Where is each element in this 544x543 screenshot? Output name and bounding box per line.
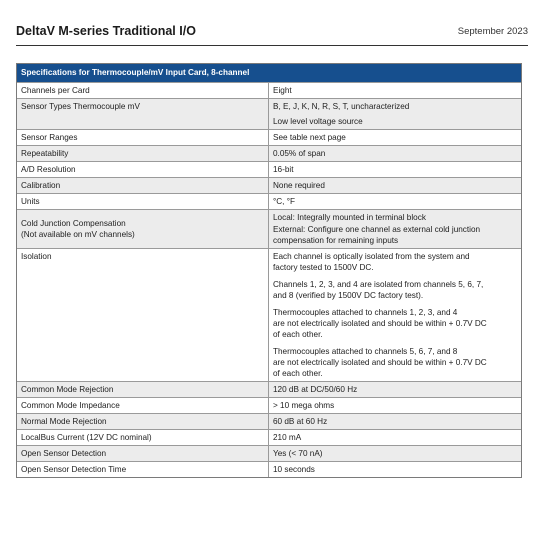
spec-value-cell [269, 398, 521, 413]
spec-value-line: of each other. [273, 369, 323, 378]
spec-value-line: Each channel is optically isolated from the system and [273, 252, 470, 261]
spec-value: See table next page [273, 133, 346, 142]
header-divider [16, 45, 528, 46]
table-row [17, 129, 521, 145]
spec-value-line: Thermocouples attached to channels 1, 2, 3, and 4 [273, 308, 458, 317]
spec-value: Eight [273, 86, 292, 95]
spec-value-line: Channels 1, 2, 3, and 4 are isolated from channels 5, 6, 7, [273, 280, 484, 289]
table-row [17, 145, 521, 161]
spec-value: 0.05% of span [273, 149, 326, 158]
spec-label-cell [17, 382, 269, 397]
spec-label-cell [17, 162, 269, 177]
table-caption: Specifications for Thermocouple/mV Input Card, 8-channel [17, 64, 521, 82]
table-row [17, 177, 521, 193]
spec-value-cell [269, 146, 521, 161]
spec-label: Repeatability [21, 149, 69, 158]
page-header [16, 20, 528, 40]
spec-value-cell [269, 210, 521, 248]
spec-value: 210 mA [273, 433, 302, 442]
spec-label: Common Mode Rejection [21, 385, 114, 394]
spec-value-line: are not electrically isolated and should be within + 0.7V DC [273, 358, 487, 367]
spec-value: B, E, J, K, N, R, S, T, uncharacterized [273, 102, 410, 111]
spec-value-cell [269, 162, 521, 177]
spec-value-cell [269, 130, 521, 145]
spec-label-cell [17, 430, 269, 445]
table-row [17, 161, 521, 177]
spec-value-cell [269, 194, 521, 209]
table-row [17, 429, 521, 445]
spec-label-cell [17, 398, 269, 413]
spec-value: °C, °F [273, 197, 296, 206]
spec-value-cell [269, 430, 521, 445]
spec-value: 120 dB at DC/50/60 Hz [273, 385, 358, 394]
spec-label-cell [17, 130, 269, 145]
spec-label-cell [17, 83, 269, 98]
spec-value: 60 dB at 60 Hz [273, 417, 328, 426]
spec-value-cell [269, 83, 521, 98]
table-row [17, 209, 521, 248]
spec-label: Normal Mode Rejection [21, 417, 107, 426]
spec-value: Local: Integrally mounted in terminal block [273, 213, 426, 222]
spec-label-cell [17, 178, 269, 193]
spec-label: Sensor Ranges [21, 133, 78, 142]
spec-label: Open Sensor Detection Time [21, 465, 127, 474]
spec-label: Cold Junction Compensation [21, 219, 126, 228]
spec-value-cell [269, 249, 521, 381]
spec-value-line: of each other. [273, 330, 323, 339]
spec-label: Sensor Types Thermocouple mV [21, 102, 140, 111]
spec-value-cell [269, 382, 521, 397]
table-row [17, 397, 521, 413]
spec-value: Low level voltage source [273, 117, 363, 126]
table-row [17, 193, 521, 209]
spec-label: Channels per Card [21, 86, 90, 95]
spec-label-cell [17, 249, 269, 381]
spec-value: None required [273, 181, 325, 190]
spec-value: 16-bit [273, 165, 294, 174]
spec-label: A/D Resolution [21, 165, 76, 174]
isolation-paragraph [273, 251, 517, 273]
document-title: DeltaV M-series Traditional I/O [16, 24, 196, 38]
spec-value: compensation for remaining inputs [273, 236, 399, 245]
spec-value-cell [269, 446, 521, 461]
table-row [17, 445, 521, 461]
table-row [17, 98, 521, 129]
spec-label: Open Sensor Detection [21, 449, 107, 458]
spec-label-cell [17, 194, 269, 209]
table-row [17, 82, 521, 98]
isolation-paragraph [273, 307, 517, 340]
spec-label: Calibration [21, 181, 61, 190]
table-row [17, 461, 521, 477]
spec-label-cell [17, 146, 269, 161]
spec-value: 10 seconds [273, 465, 315, 474]
spec-label-cell [17, 462, 269, 477]
spec-value: Yes (< 70 nA) [273, 449, 323, 458]
spec-label-cell [17, 99, 269, 129]
spec-label-cell [17, 414, 269, 429]
spec-label: LocalBus Current (12V DC nominal) [21, 433, 152, 442]
isolation-paragraph [273, 279, 517, 301]
spec-label: Units [21, 197, 40, 206]
table-row [17, 381, 521, 397]
spec-value-cell [269, 99, 521, 129]
spec-label-cell [17, 446, 269, 461]
spec-value-cell [269, 462, 521, 477]
spec-value: External: Configure one channel as external cold junction [273, 225, 481, 234]
spec-value-line: Thermocouples attached to channels 5, 6, 7, and 8 [273, 347, 458, 356]
spec-label: Isolation [21, 252, 52, 261]
document-date: September 2023 [457, 26, 528, 37]
table-row [17, 248, 521, 381]
spec-label-note: (Not available on mV channels) [21, 230, 135, 239]
spec-value-cell [269, 414, 521, 429]
table-row [17, 413, 521, 429]
spec-value-cell [269, 178, 521, 193]
isolation-paragraph [273, 346, 517, 379]
spec-value: > 10 mega ohms [273, 401, 335, 410]
spec-label: Common Mode Impedance [21, 401, 120, 410]
specifications-table [16, 63, 522, 478]
spec-label-cell [17, 210, 269, 248]
spec-value-line: are not electrically isolated and should be within + 0.7V DC [273, 319, 487, 328]
spec-value-line: and 8 (verified by 1500V DC factory test). [273, 291, 424, 300]
spec-value-line: factory tested to 1500V DC. [273, 263, 374, 272]
